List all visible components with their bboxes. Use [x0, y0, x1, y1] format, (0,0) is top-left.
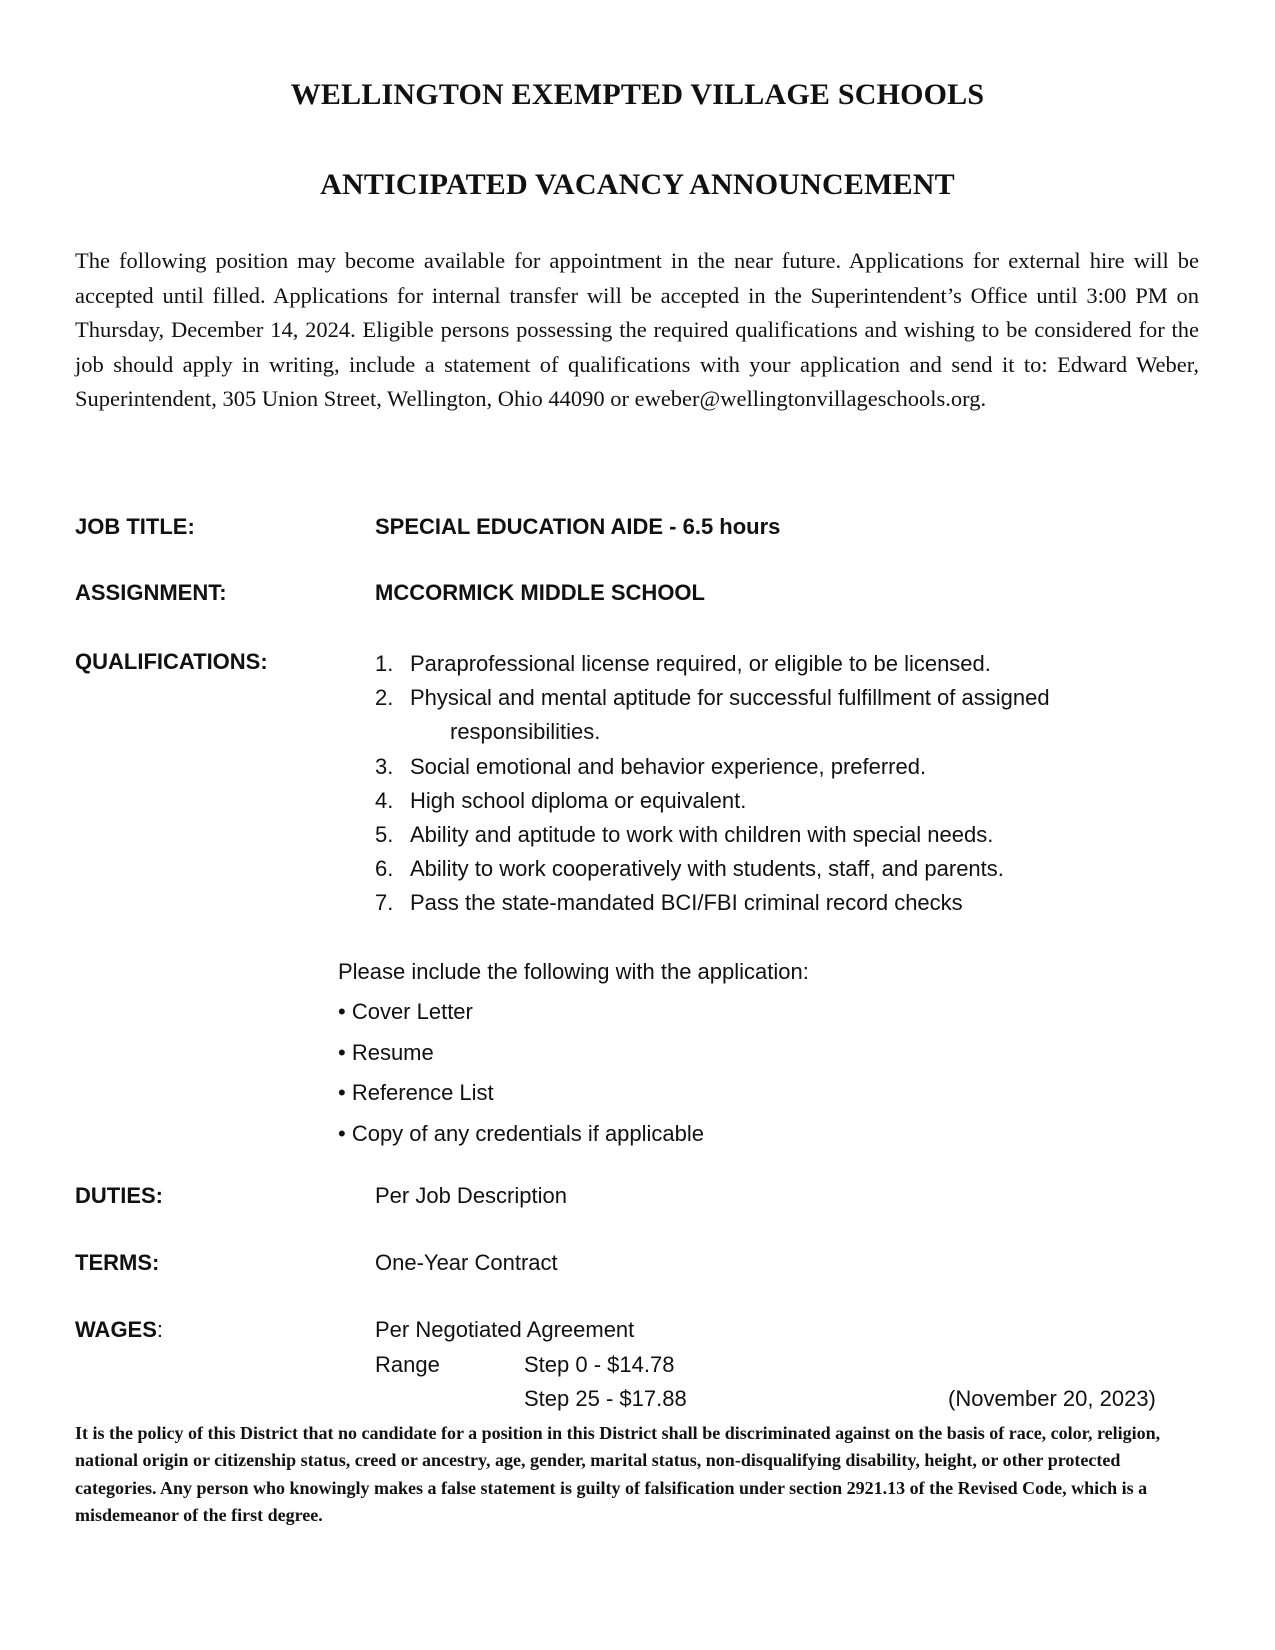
include-item: • Reference List — [338, 1080, 494, 1105]
wages-label-text: WAGES — [75, 1317, 157, 1342]
duties-value: Per Job Description — [375, 1183, 567, 1208]
wage-step-0: Step 0 - $14.78 — [524, 1352, 675, 1377]
application-include-section — [338, 952, 1038, 1154]
qualifications-label: QUALIFICATIONS: — [75, 649, 268, 674]
qualification-number: 5. — [375, 822, 394, 848]
qualification-item — [375, 647, 1195, 681]
job-title-label: JOB TITLE: — [75, 514, 195, 539]
qualification-number: 3. — [375, 753, 394, 779]
qualification-text: Paraprofessional license required, or eligible to be licensed. — [410, 651, 991, 676]
include-item: • Resume — [338, 1039, 434, 1065]
wages-value: Per Negotiated Agreement — [375, 1317, 635, 1342]
qualification-item — [375, 852, 1195, 886]
terms-value: One-Year Contract — [375, 1250, 558, 1275]
qualification-item — [375, 886, 1195, 920]
qualification-text: Physical and mental aptitude for successful fulfillment of assigned — [410, 685, 1050, 711]
qualification-item — [375, 784, 1195, 818]
qualifications-list — [375, 647, 1195, 921]
document-date: (November 20, 2023) — [948, 1386, 1156, 1411]
qualification-number: 2. — [375, 685, 394, 711]
duties-label: DUTIES: — [75, 1183, 163, 1208]
qualification-continuation: responsibilities. — [450, 719, 601, 745]
job-title-value: SPECIAL EDUCATION AIDE - 6.5 hours — [375, 514, 781, 539]
include-item: • Cover Letter — [338, 999, 473, 1024]
qualification-number: 6. — [375, 856, 394, 882]
qualification-number: 7. — [375, 890, 394, 916]
include-item: • Copy of any credentials if applicable — [338, 1120, 705, 1146]
announcement-title: ANTICIPATED VACANCY ANNOUNCEMENT — [320, 168, 955, 201]
wages-label-colon: : — [156, 1317, 164, 1342]
qualification-text: High school diploma or equivalent. — [410, 787, 747, 813]
terms-label: TERMS: — [75, 1250, 160, 1275]
qualification-item — [375, 681, 1195, 749]
qualification-text: Pass the state-mandated BCI/FBI criminal record checks — [410, 890, 963, 916]
wages-label — [75, 1317, 163, 1343]
qualification-number: 1. — [375, 651, 394, 676]
qualification-item — [375, 818, 1195, 852]
wage-step-25: Step 25 - $17.88 — [524, 1386, 687, 1411]
qualification-text: Social emotional and behavior experience, preferred. — [410, 753, 927, 779]
assignment-label: ASSIGNMENT: — [75, 580, 227, 605]
wage-range-label: Range — [375, 1352, 440, 1377]
qualification-text: Ability to work cooperatively with students, staff, and parents. — [410, 856, 1004, 882]
district-title: WELLINGTON EXEMPTED VILLAGE SCHOOLS — [290, 78, 985, 111]
qualification-text: Ability and aptitude to work with children with special needs. — [410, 822, 994, 848]
include-list — [338, 992, 1038, 1154]
include-heading: Please include the following with the application: — [338, 959, 809, 984]
assignment-value: MCCORMICK MIDDLE SCHOOL — [375, 580, 705, 605]
policy-statement: It is the policy of this District that no candidate for a position in this District shall be discriminated against on the basis of race, color, religion, national origin or citizenship status, creed or ancestry, age, gender, marital status, non-disqualifying disability, height, or other protected categories. Any person who knowingly makes a false statement is guilty of falsification under section 2921.13 of the Revised Code, which is a misdemeanor of the first degree. — [75, 1423, 1161, 1526]
qualification-number: 4. — [375, 787, 394, 813]
intro-paragraph: The following position may become available for appointment in the near future. Applications for external hire will be accepted until filled. Applications for internal transfer will be accepted in the Superintendent’s Office until 3:00 PM on Thursday, December 14, 2024. Eligible persons possessing the required qualifications and wishing to be considered for the job should apply in writing, include a statement of qualifications with your application and send it to: Edward Weber, Superintendent, 305 Union Street, Wellington, Ohio 44090 or eweber@wellingtonvillageschools.org. — [75, 248, 1199, 412]
qualification-item — [375, 750, 1195, 784]
